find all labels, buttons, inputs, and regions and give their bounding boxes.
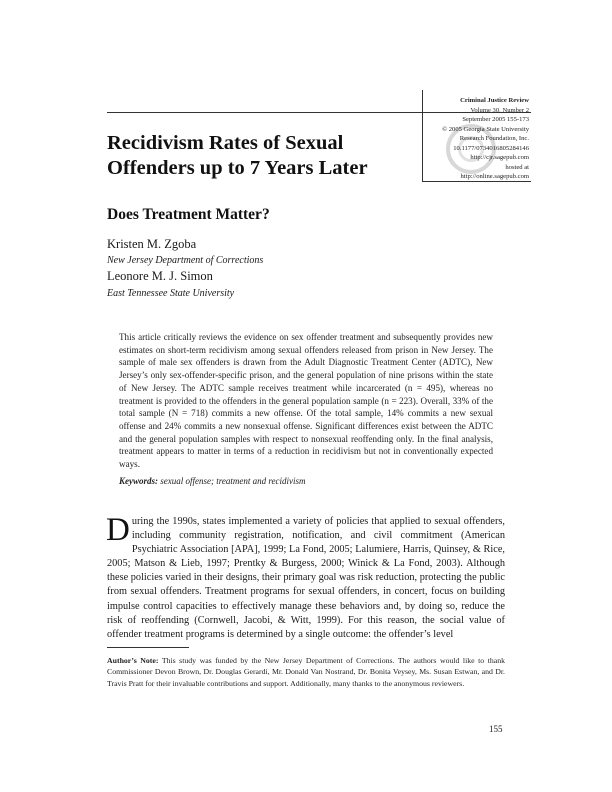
- journal-hosted-label: hosted at: [505, 163, 529, 171]
- page-number: 155: [489, 724, 503, 734]
- abstract: This article critically reviews the evidence on sex offender treatment and subsequently provides new estimates on short-term recidivism among sexual offenders released from prison in New Jersey. The sample of male sex offenders is drawn from the Adult Diagnostic Treatment Center (ADTC), New Jersey’s only sex-offender-specific prison, and the general population of nine prisons within the state of New Jersey. The ADTC sample receives treatment while incarcerated (n = 495), whereas no treatment is provided to the offenders in the general population sample (n = 223). Overall, 33% of the total sample (N = 718) commits a new offense. Of the total sample, 14% commits a new sexual offense and 24% commits a new nonsexual offense. Significant differences exist between the ADTC and the general population samples with respect to nonsexual reoffending only. In the final analysis, treatment appears to matter in terms of a reduction in recidivism but not in conventionally expected ways.: [119, 332, 493, 470]
- journal-name: Criminal Justice Review: [460, 97, 529, 104]
- body-text: uring the 1990s, states implemented a variety of policies that applied to sexual offenders, including community registration, notification, and civil commitment (American Psychiatric Association [APA], 1999; La Fond, 2005; Lalumiere, Harris, Quinsey, & Rice, 2005; Matson & Lieb, 1997; Prentky & Burgess, 2000; Winick & La Fond, 2003). Although these policies varied in their designs, their primary goal was risk reduction, protecting the public from sexual offenders. Treatment programs for sexual offenders, in concert, focus on building impulse control capacities to effectively manage these behaviors and, by doing so, reduce the risk of reoffending (Cornwell, Jacobi, & Witt, 1999). For this reason, the social value of offender treatment programs is determined by a single outcome: the offender’s level: [107, 516, 505, 640]
- keywords-text: sexual offense; treatment and recidivism: [160, 476, 306, 486]
- article-subtitle: Does Treatment Matter?: [107, 206, 270, 223]
- journal-copyright: © 2005 Georgia State University: [442, 125, 529, 133]
- author-name-2: Leonore M. J. Simon: [107, 269, 213, 283]
- journal-date-pages: September 2005 155-173: [462, 116, 529, 123]
- journal-box-rule-left: [422, 90, 423, 181]
- author-affiliation-1: New Jersey Department of Corrections: [107, 255, 264, 266]
- author-name-1: Kristen M. Zgoba: [107, 237, 197, 251]
- keywords: [119, 476, 306, 486]
- drop-cap: D: [106, 512, 130, 548]
- author-note-label: Author’s Note:: [107, 656, 159, 665]
- journal-doi: 10.1177/0734016805284146: [453, 144, 529, 152]
- journal-url[interactable]: http://cjr.sagepub.com: [470, 154, 529, 161]
- body-paragraph: [106, 512, 505, 642]
- journal-host-url[interactable]: http://online.sagepub.com: [460, 173, 529, 180]
- journal-info: [424, 96, 529, 182]
- footnote-rule: [107, 647, 189, 648]
- author-affiliation-2: East Tennessee State University: [107, 288, 235, 299]
- author-note: [107, 655, 505, 689]
- author-note-text: This study was funded by the New Jersey Department of Corrections. The authors would like to thank Commissioner Devon Brown, Dr. Douglas Gerardi, Mr. Donald Van Nostrand, Dr. Bonita Veysey, Ms. Susan Estwan, and Dr. Travis Pratt for their invaluable contributions and support. Additionally, many thanks to the anonymous reviewers.: [107, 656, 506, 688]
- keywords-label: Keywords:: [119, 476, 158, 486]
- article-title: Recidivism Rates of Sexual Offenders up to 7 Years Later: [107, 132, 368, 179]
- journal-volume: Volume 30, Number 2: [470, 106, 529, 114]
- journal-foundation: Research Foundation, Inc.: [459, 135, 529, 142]
